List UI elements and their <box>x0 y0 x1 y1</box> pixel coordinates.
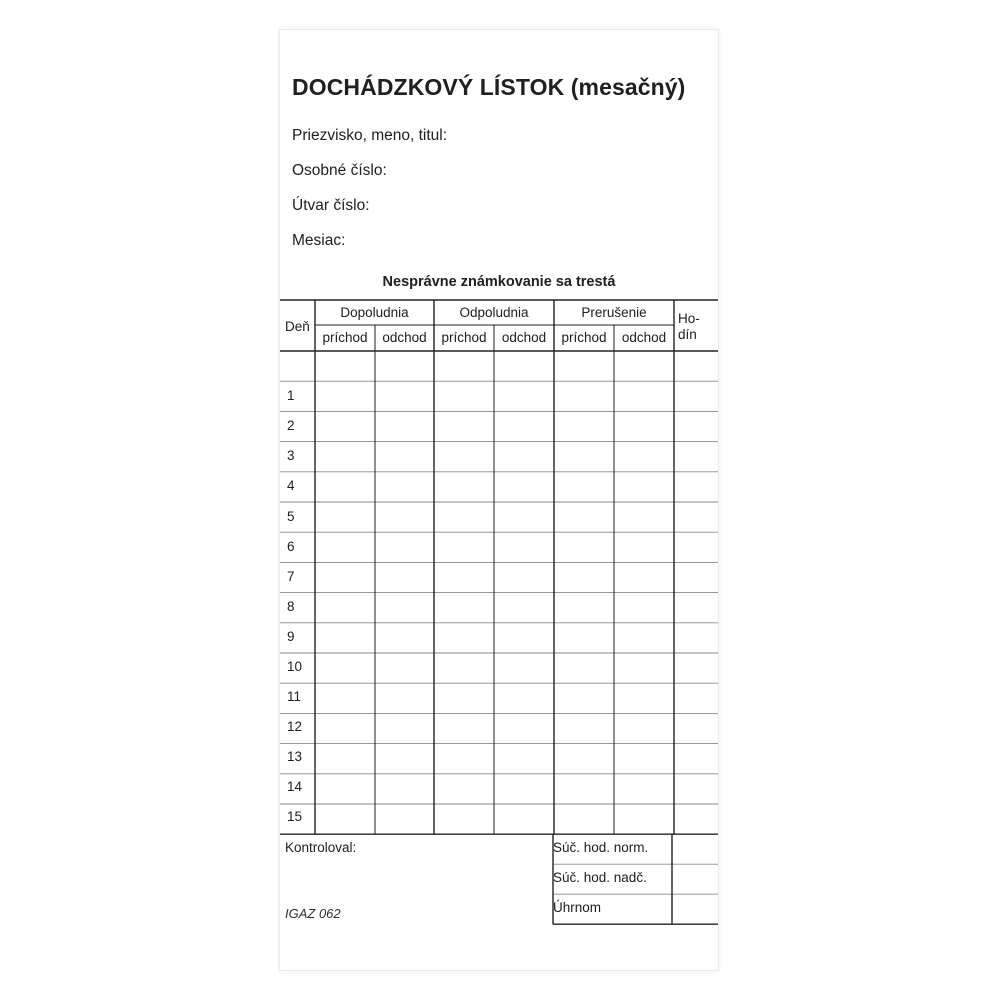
day-number: 1 <box>287 388 295 403</box>
checked-by-label: Kontroloval: <box>285 840 357 855</box>
personal-number-label: Osobné číslo: <box>292 162 387 179</box>
form-code: IGAZ 062 <box>285 906 341 921</box>
warning-text: Nesprávne známkovanie sa trestá <box>382 274 616 290</box>
day-number: 15 <box>287 809 303 824</box>
day-number: 13 <box>287 749 303 764</box>
day-number: 8 <box>287 599 295 614</box>
morning-arrival-header: príchod <box>322 330 368 345</box>
break-departure-header: odchod <box>621 330 667 345</box>
morning-group-header: Dopoludnia <box>340 305 409 320</box>
morning-departure-header: odchod <box>382 330 427 345</box>
day-number: 10 <box>287 659 303 674</box>
afternoon-group-header: Odpoludnia <box>459 305 529 320</box>
month-label: Mesiac: <box>292 232 346 249</box>
hours-header-line2: dín <box>678 327 697 342</box>
total-label: Úhrnom <box>553 900 602 915</box>
attendance-card <box>280 30 718 970</box>
day-number: 9 <box>287 629 295 644</box>
sum-normal-hours-label: Súč. hod. norm. <box>553 840 649 855</box>
afternoon-arrival-header: príchod <box>441 330 487 345</box>
day-column-header: Deň <box>285 319 310 334</box>
day-number: 7 <box>287 569 295 584</box>
day-number: 3 <box>287 448 295 463</box>
table-grid <box>280 30 718 970</box>
afternoon-departure-header: odchod <box>501 330 547 345</box>
day-number: 5 <box>287 509 295 524</box>
day-number: 2 <box>287 418 295 433</box>
day-number: 12 <box>287 719 303 734</box>
sum-overtime-hours-label: Súč. hod. nadč. <box>553 870 647 885</box>
break-arrival-header: príchod <box>561 330 607 345</box>
day-number: 14 <box>287 779 303 794</box>
day-number: 11 <box>287 689 302 704</box>
department-number-label: Útvar číslo: <box>292 197 370 214</box>
name-field-label: Priezvisko, meno, titul: <box>292 127 448 144</box>
break-group-header: Prerušenie <box>581 305 647 320</box>
day-number: 4 <box>287 478 295 493</box>
form-title: DOCHÁDZKOVÝ LÍSTOK (mesačný) <box>292 74 686 100</box>
day-number: 6 <box>287 539 295 554</box>
hours-header-line1: Ho- <box>678 311 700 326</box>
